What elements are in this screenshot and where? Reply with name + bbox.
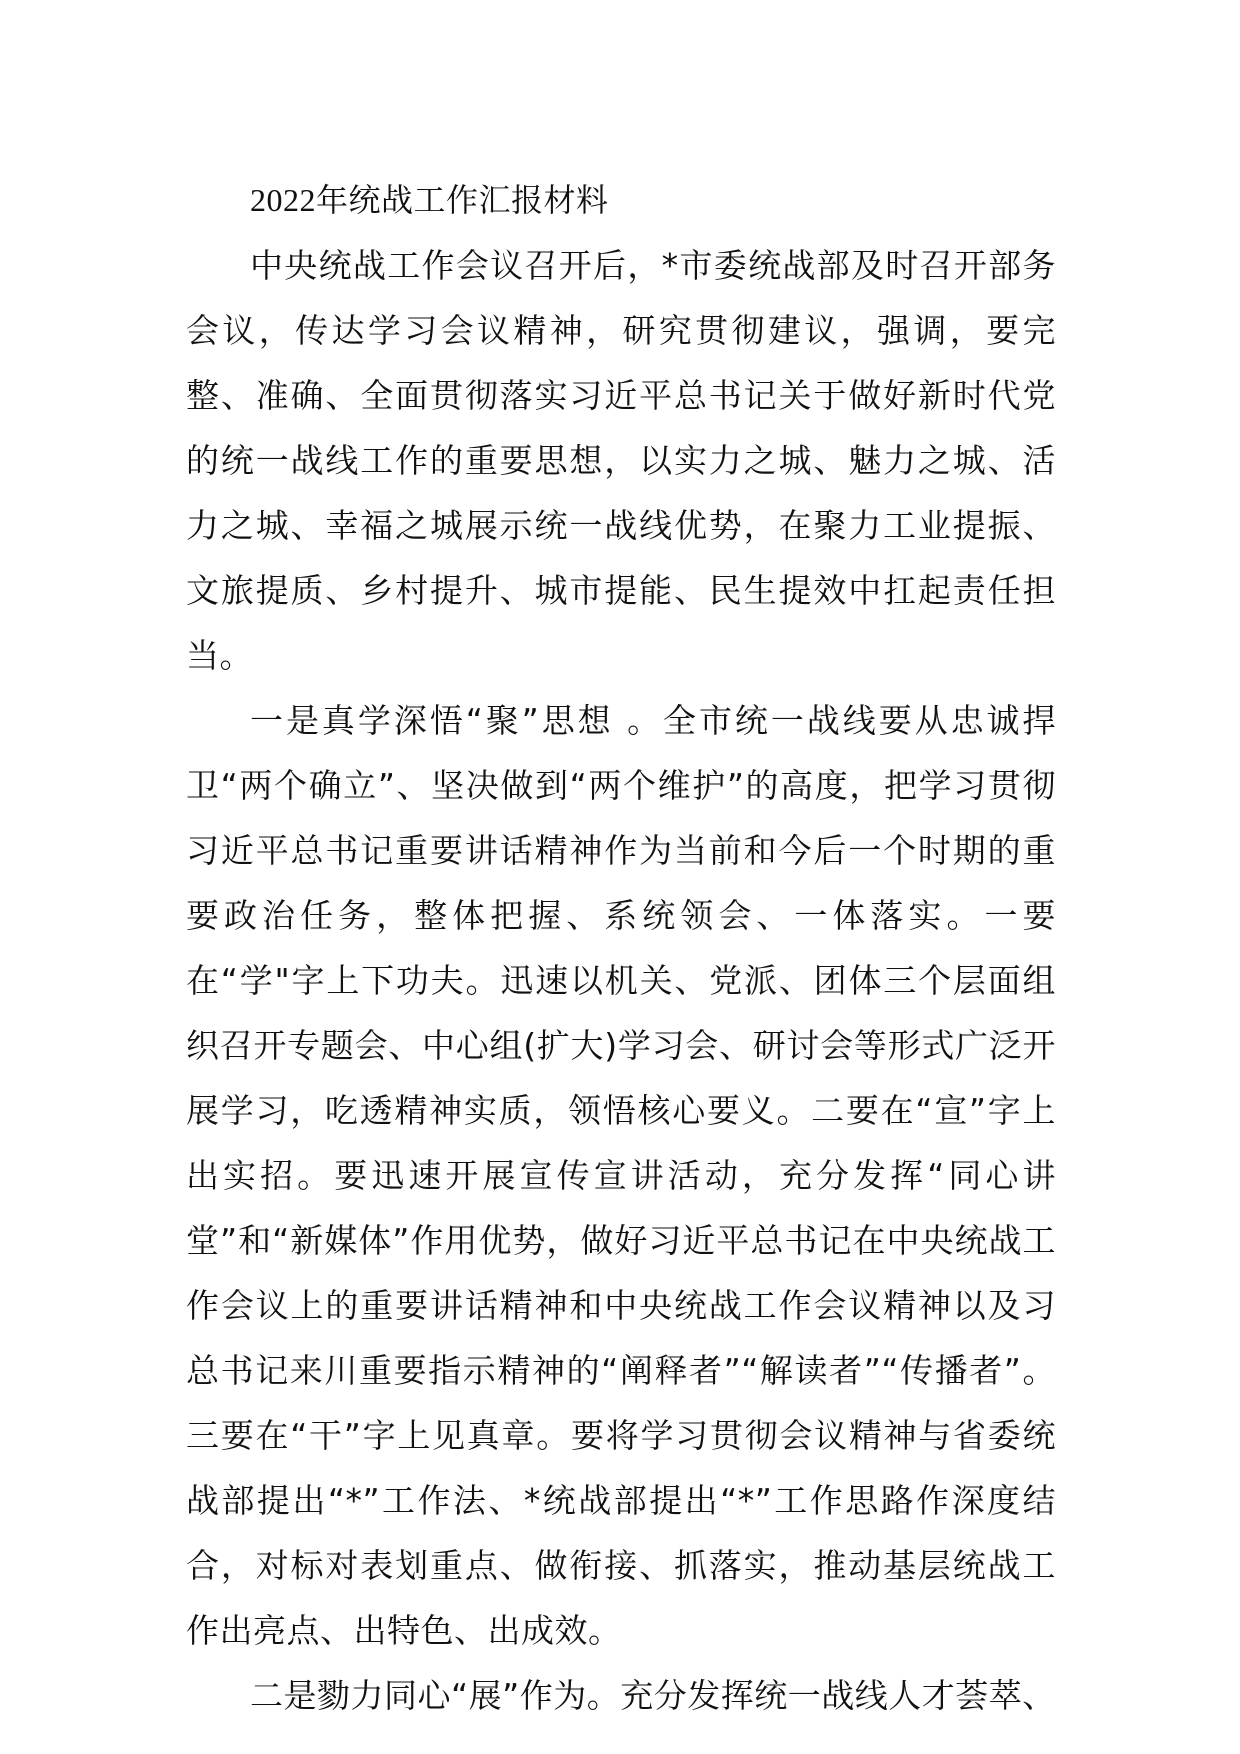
document-title: 2022年统战工作汇报材料 [250,182,609,218]
document-body [186,168,1056,1728]
paragraph-3: 二是勠力同心“展”作为。充分发挥统一战线人才荟萃、 [250,1676,1056,1715]
paragraph-1: 中央统战工作会议召开后，*市委统战部及时召开部务会议，传达学习会议精神，研究贯彻建议，强调，要完整、准确、全面贯彻落实习近平总书记关于做好新时代党的统一战线工作的重要思想，以实力之城、魅力之城、活力之城、幸福之城展示统一战线优势，在聚力工业提振、文旅提质、乡村提升、城市提能、民生提效中扛起责任担当。 [186,246,1056,675]
paragraph-2: 一是真学深悟“聚”思想 。全市统一战线要从忠诚捍卫“两个确立”、坚决做到“两个维护”的高度，把学习贯彻习近平总书记重要讲话精神作为当前和今后一个时期的重要政治任务，整体把握、系统领会、一体落实。一要在“学"字上下功夫。迅速以机关、党派、团体三个层面组织召开专题会、中心组(扩大)学习会、研讨会等形式广泛开展学习，吃透精神实质，领悟核心要义。二要在“宣”字上出实招。要迅速开展宣传宣讲活动，充分发挥“同心讲堂”和“新媒体”作用优势，做好习近平总书记在中央统战工作会议上的重要讲话精神和中央统战工作会议精神以及习总书记来川重要指示精神的“阐释者”“解读者”“传播者”。三要在“干”字上见真章。要将学习贯彻会议精神与省委统战部提出“*”工作法、*统战部提出“*”工作思路作深度结合，对标对表划重点、做衔接、抓落实，推动基层统战工作出亮点、出特色、出成效。 [186,701,1056,1650]
